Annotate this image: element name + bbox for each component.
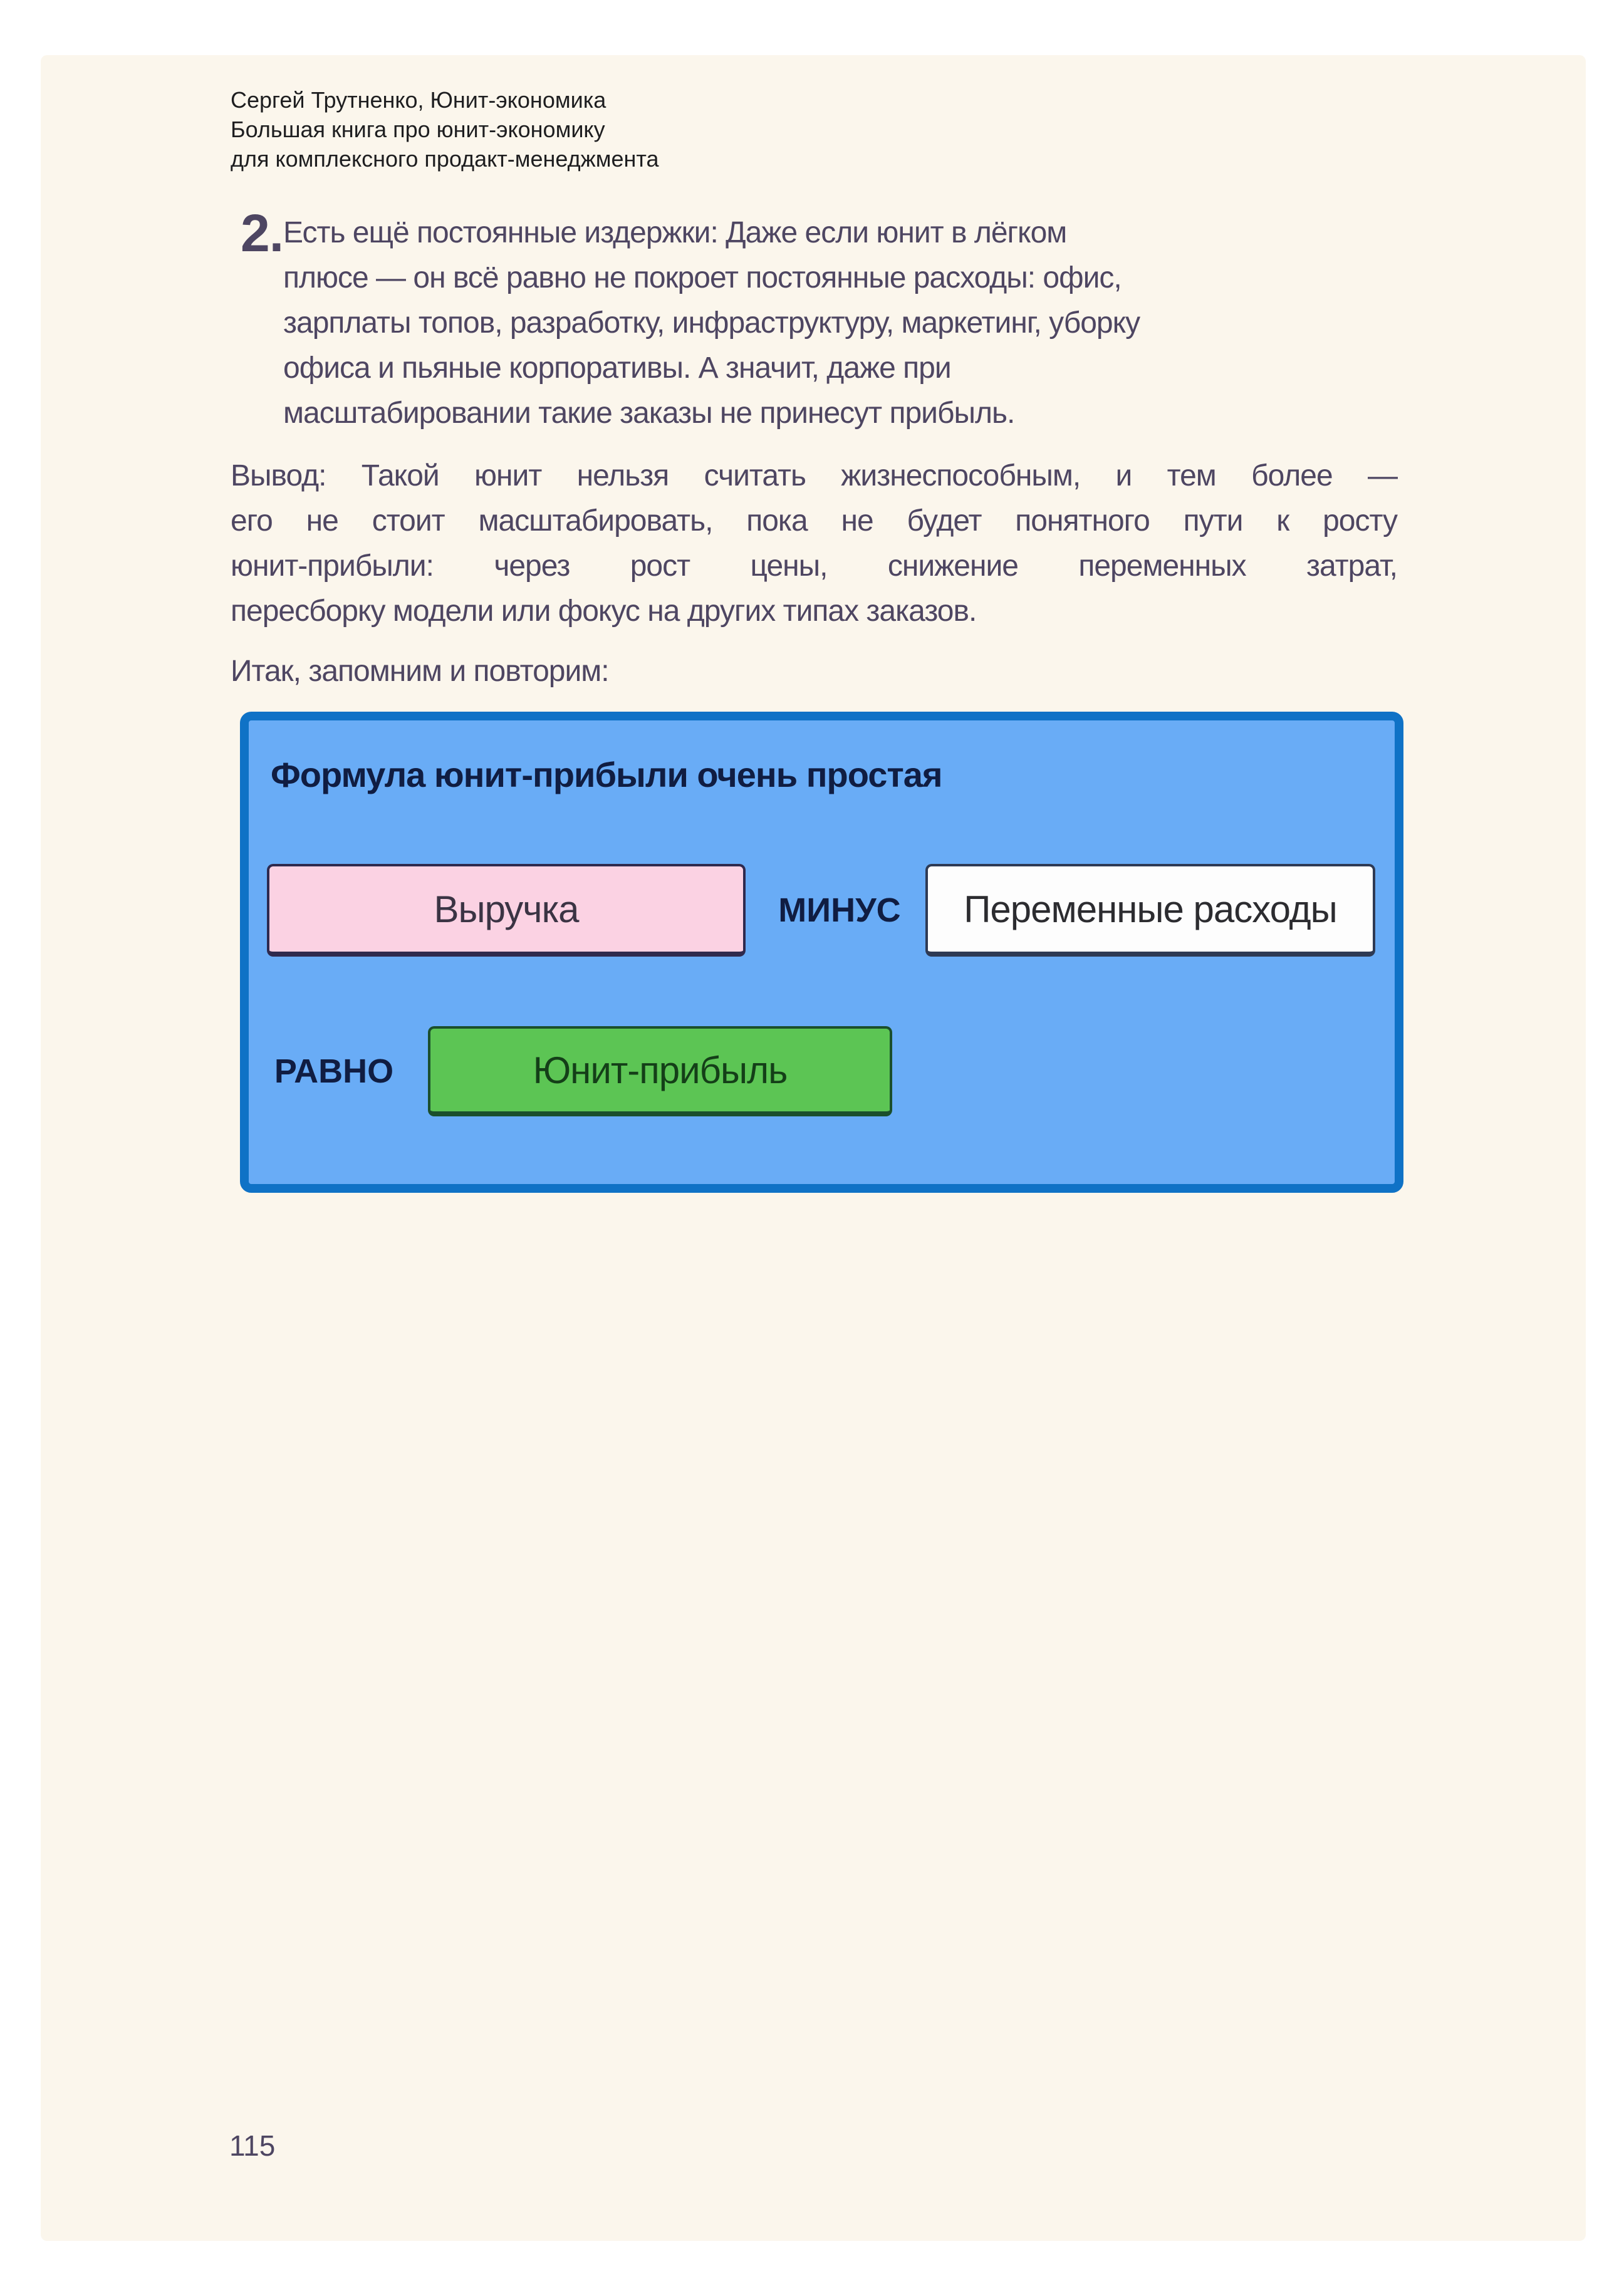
conclusion-paragraph: Вывод: Такой юнит нельзя считать жизнеспособным, и тем более — его не стоит масштабировать, пока не будет понятного пути к росту юнит-прибыли: через рост цены, снижение переменных затрат, пересборку модели или фокус на других типах заказов.: [231, 459, 1397, 628]
variable-costs-label: Переменные расходы: [964, 888, 1337, 930]
equals-label: РАВНО: [274, 1052, 394, 1090]
lead-in-line: Итак, запомним и повторим:: [231, 655, 609, 688]
unit-profit-formula-diagram: [240, 712, 1403, 1193]
page-number: 115: [229, 2129, 276, 2162]
diagram-title: Формула юнит-прибыли очень простая: [271, 755, 942, 794]
list-item-text: Есть ещё постоянные издержки: Даже если юнит в лёгком плюсе — он всё равно не покроет постоянные расходы: офис, зарплаты топов, разработку, инфраструктуру, маркетинг, уборку офиса и пьяные корпоративы. А значит, даже при масштабировании такие заказы не принесут прибыль.: [283, 216, 1140, 430]
revenue-label: Выручка: [434, 888, 579, 930]
unit-profit-box: [428, 1026, 892, 1116]
revenue-box: [267, 864, 746, 957]
unit-profit-label: Юнит-прибыль: [533, 1049, 788, 1091]
running-header: Сергей Трутненко, Юнит-экономика Большая книга про юнит-экономику для комплексного продакт-менеджмента: [231, 87, 659, 172]
list-item-number: 2.: [241, 204, 284, 262]
page-sheet: [41, 55, 1586, 2241]
variable-costs-box: [925, 864, 1375, 957]
minus-label: МИНУС: [778, 891, 901, 929]
